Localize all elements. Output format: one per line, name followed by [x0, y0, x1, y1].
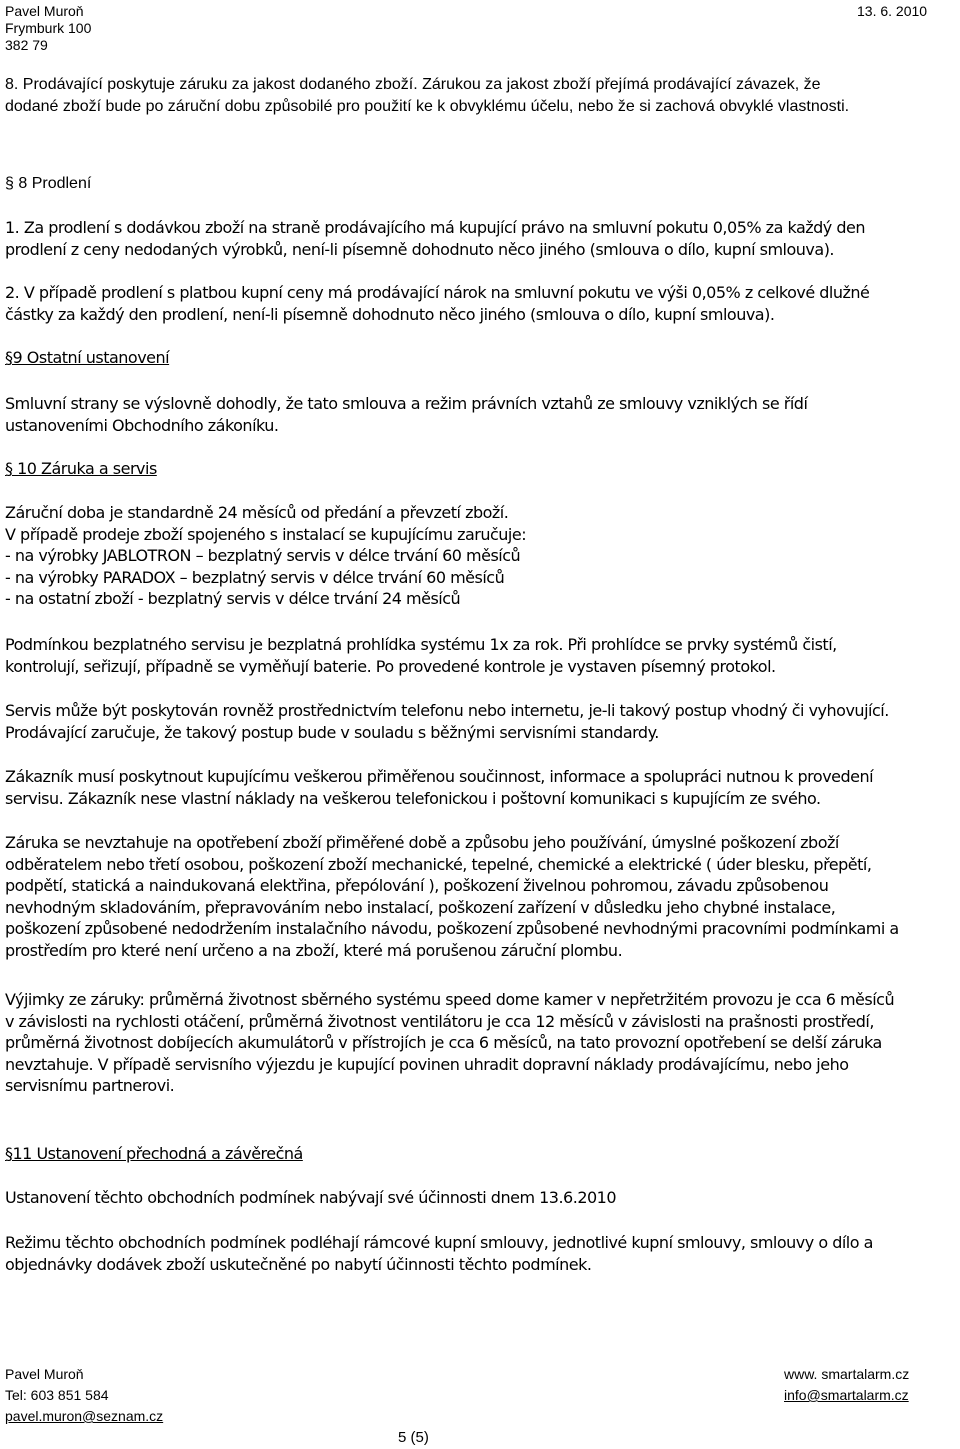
- text-line: ustanoveními Obchodního zákoníku.: [5, 415, 279, 435]
- paragraph-scope: [5, 1232, 873, 1275]
- section-heading-9: §9 Ostatní ustanovení: [5, 348, 170, 367]
- header-street: Frymburk 100: [5, 20, 92, 36]
- paragraph-effective-date: [5, 1187, 616, 1209]
- text-line: prostředím pro které není určeno a na zboží, které má porušenou záruční plombu.: [5, 940, 623, 960]
- text-line: 1. Za prodlení s dodávkou zboží na straně prodávajícího má kupující právo na smluvní pokutu 0,05% za každý den: [5, 218, 865, 237]
- text-line: Režimu těchto obchodních podmínek podléhají rámcové kupní smlouvy, jednotlivé kupní smlouvy, smlouvy o dílo a: [5, 1233, 873, 1252]
- text-line: Ustanovení těchto obchodních podmínek nabývají své účinnosti dnem 13.6.2010: [5, 1188, 617, 1207]
- footer-website[interactable]: www. smartalarm.cz: [784, 1366, 910, 1382]
- paragraph-warranty-quality: [5, 74, 849, 117]
- text-line: podpětí, statická a naindukovaná elektřina, přepólování ), poškození živelnou pohromou, závadu způsobenou: [5, 876, 829, 895]
- paragraph-delay-payment: [5, 282, 869, 325]
- footer-name: Pavel Muroň: [5, 1366, 84, 1382]
- warranty-list: [5, 502, 526, 610]
- list-item: - na ostatní zboží - bezplatný servis v délce trvání 24 měsíců: [5, 589, 461, 608]
- text-line: servisu. Zákazník nese vlastní náklady na veškerou telefonickou i poštovní komunikaci s kupujícím ze svého.: [5, 788, 821, 808]
- text-line: v závislosti na rychlosti otáčení, průměrná životnost ventilátoru je cca 12 měsíců v závislosti na prašnosti prostředí,: [5, 1011, 874, 1031]
- list-item: Záruční doba je standardně 24 měsíců od předání a převzetí zboží.: [5, 503, 509, 522]
- text-line: Prodávající zaručuje, že takový postup bude v souladu s běžnými servisními standardy.: [5, 722, 659, 742]
- text-line: odběratelem nebo třetí osobou, poškození zboží mechanické, tepelné, chemické a elektrické ( úder blesku, přepětí,: [5, 854, 872, 874]
- text-line: nevhodným skladováním, přepravováním nebo instalací, poškození zařízení v důsledku jeho chybné instalace,: [5, 897, 836, 917]
- text-line: Servis může být poskytován rovněž prostřednictvím telefonu nebo internetu, je-li takový postup vhodný či vyhovující.: [5, 701, 889, 720]
- header-zip: 382 79: [5, 37, 48, 53]
- text-line: kontrolují, seřizují, případně se vyměňují baterie. Po provedené kontrole je vystaven písemný protokol.: [5, 656, 776, 676]
- text-line: částky za každý den prodlení, není-li písemně dohodnuto něco jiného (smlouva o dílo, kupní smlouva).: [5, 304, 775, 324]
- footer-email-link[interactable]: pavel.muron@seznam.cz: [5, 1408, 164, 1424]
- header-name: Pavel Muroň: [5, 3, 84, 19]
- text-line: prodlení z ceny nedodaných výrobků, není-li písemně dohodnuto něco jiného (smlouva o dílo, kupní smlouva).: [5, 239, 835, 259]
- list-item: - na výrobky PARADOX – bezplatný servis v délce trvání 60 měsíců: [5, 567, 505, 587]
- footer-phone: Tel: 603 851 584: [5, 1387, 109, 1403]
- paragraph-warranty-exceptions: [5, 989, 894, 1097]
- paragraph-delay-delivery: [5, 217, 865, 260]
- text-line: Zákazník musí poskytnout kupujícímu veškerou přiměřenou součinnost, informace a spolupráci nutnou k provedení: [5, 767, 874, 786]
- paragraph-free-service-condition: [5, 634, 837, 677]
- text-line: objednávky dodávek zboží uskutečněné po nabytí účinnosti těchto podmínek.: [5, 1254, 592, 1274]
- text-line: dodané zboží bude po záruční dobu způsobilé pro použití ke k obvyklému účelu, nebo že si zachová obvyklé vlastnosti.: [5, 97, 850, 115]
- text-line: Záruka se nevztahuje na opotřebení zboží přiměřené době a způsobu jeho používání, úmyslné poškození zboží: [5, 833, 839, 852]
- footer-info-email-link[interactable]: info@smartalarm.cz: [784, 1387, 909, 1403]
- header-date: 13. 6. 2010: [857, 3, 928, 19]
- page-number: 5 (5): [398, 1429, 429, 1446]
- text-line: poškození způsobené nedodržením instalačního návodu, poškození způsobené nevhodnými pracovními podmínkami a: [5, 919, 899, 938]
- section-heading-10: § 10 Záruka a servis: [5, 459, 157, 478]
- list-item: - na výrobky JABLOTRON – bezplatný servis v délce trvání 60 měsíců: [5, 546, 521, 565]
- text-line: nevztahuje. V případě servisního výjezdu je kupující povinen uhradit dopravní náklady prodávajícímu, nebo jeho: [5, 1054, 849, 1074]
- paragraph-other-provisions: [5, 393, 807, 436]
- text-line: servisnímu partnerovi.: [5, 1076, 175, 1095]
- text-line: 2. V případě prodlení s platbou kupní ceny má prodávající nárok na smluvní pokutu ve výši 0,05% z celkové dlužné: [5, 283, 870, 302]
- section-heading-11: §11 Ustanovení přechodná a závěrečná: [5, 1144, 303, 1163]
- text-line: 8. Prodávající poskytuje záruku za jakost dodaného zboží. Zárukou za jakost zboží přejímá prodávající závazek, že: [5, 76, 821, 93]
- text-line: Výjimky ze záruky: průměrná životnost sběrného systému speed dome kamer v nepřetržitém provozu je cca 6 měsíců: [5, 990, 895, 1009]
- section-heading-8: § 8 Prodlení: [5, 175, 92, 192]
- paragraph-customer-cooperation: [5, 766, 873, 809]
- paragraph-warranty-exclusions: [5, 832, 899, 961]
- text-line: průměrná životnost dobíjecích akumulátorů v přístrojích je cca 6 měsíců, na tato provozní opotřebení se delší záruka: [5, 1033, 882, 1052]
- paragraph-remote-service: [5, 700, 889, 743]
- text-line: Podmínkou bezplatného servisu je bezplatná prohlídka systému 1x za rok. Při prohlídce se prvky systémů čistí,: [5, 635, 837, 654]
- list-item: V případě prodeje zboží spojeného s instalací se kupujícímu zaručuje:: [5, 524, 527, 544]
- text-line: Smluvní strany se výslovně dohodly, že tato smlouva a režim právních vztahů ze smlouvy vzniklých se řídí: [5, 394, 808, 413]
